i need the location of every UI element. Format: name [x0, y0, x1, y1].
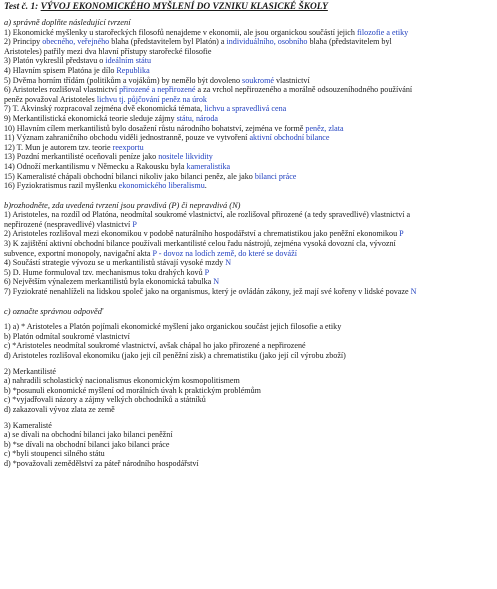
section-b-statement-line [4, 229, 494, 239]
section-b-heading: b)rozhodněte, zda uvedená tvrzení jsou pravdivá (P) či nepravdivá (N) [4, 200, 241, 210]
answer-text: soukromé [242, 75, 274, 85]
answer-text: P [204, 267, 210, 277]
answer-text: obecného, veřejného [42, 37, 110, 47]
question-block [4, 322, 494, 360]
statement-text: 3) Platón vykreslil představu o [4, 56, 106, 66]
section-a-statement-line [4, 114, 494, 124]
section-a-statement-line [4, 181, 494, 191]
answer-option: c) *Aristoteles neodmítal soukromé vlastnictví, avšak chápal ho jako přirozené a nepřirozené [4, 341, 306, 351]
statement-text: 10) Hlavním cílem merkantilistů bylo dosažení růstu národního bohatství, zejména ve formě [4, 123, 306, 133]
statement-text: a za vrchol nepřirozeného a morálně odsouzeníhodného používání [195, 85, 413, 95]
answer-text: N [410, 287, 417, 297]
section-a-statement-line [4, 124, 494, 134]
statement-text: 15) Kameralisté chápali obchodní bilanci nikoliv jako bilanci peněz, ale jako [4, 171, 255, 181]
section-b-statement-line [4, 287, 494, 297]
question-stem: 3) Kameralisté [4, 420, 52, 430]
answer-text: lichvu tj. půjčování peněz na úrok [96, 94, 207, 104]
title-topic: VÝVOJ EKONOMICKÉHO MYŠLENÍ DO VZNIKU KLASICKÉ ŠKOLY [40, 2, 328, 12]
answer-text: lichvu a spravedlivá cena [204, 104, 287, 114]
answer-text: kameralistika [186, 161, 231, 171]
section-a-heading: a) správně doplňte následující tvrzení [4, 18, 131, 27]
section-a-statement-line [4, 47, 494, 57]
section-a-statement-line [4, 66, 494, 76]
statement-text: 16) Fyziokratismus razil myšlenku [4, 181, 119, 191]
statement-text: 5) Dvěma horním třídám (politikům a vojákům) by nemělo být dovoleno [4, 75, 243, 85]
answer-text: bilanci práce [254, 171, 297, 181]
question-block [4, 421, 494, 469]
section-c-heading: c) označte správnou odpověď [4, 306, 103, 316]
test-title [4, 2, 494, 13]
question-block [4, 367, 494, 415]
statement-text: 6) Aristoteles rozlišoval vlastnictví [4, 85, 120, 95]
section-a-body [4, 28, 494, 191]
section-b-statement-line [4, 258, 494, 268]
section-a-statement-line [4, 162, 494, 172]
statement-text: 1) Aristoteles, na rozdíl od Platóna, neodmítal soukromé vlastnictví, ale rozlišoval přirozené (a tedy spravedlivé) vlastnictví a [4, 210, 411, 220]
statement-text: nepřirozené (nespravedlivé) vlastnictví [4, 219, 133, 229]
section-a-statement-line [4, 133, 494, 143]
answer-text: reexportu [112, 142, 144, 152]
answer-text: P - dovoz na lodích země, do které se dováží [152, 248, 297, 258]
statement-text: blaha (představitelem byl [307, 37, 392, 47]
statement-text: subvence, exportní monopoly, navigační akta [4, 248, 153, 258]
section-a-statement-line [4, 172, 494, 182]
answer-text: ekonomického liberalismu [118, 181, 205, 191]
statement-text: 4) Součástí strategie vývozu se u merkantilistů stávají vysoké mzdy [4, 258, 226, 268]
section-b-statement-line [4, 239, 494, 249]
statement-text: 7) Fyziokraté nenahlíželi na lidskou společ jako na organismus, který je ovládán zákony, jež mají své kořeny v lidské povaze [4, 287, 411, 297]
answer-text: ideálním státu [105, 56, 152, 66]
answer-option: c) *vyjadřovali názory a zájmy velkých obchodníků a státníků [4, 395, 206, 405]
section-a-statement-line [4, 56, 494, 66]
statement-text: 4) Hlavním spisem Platóna je dílo [4, 65, 117, 75]
title-prefix: Test č. 1: [4, 2, 41, 12]
section-a-statement-line [4, 85, 494, 95]
section-a-statement-line [4, 95, 494, 105]
answer-text: státu, národa [176, 113, 218, 123]
answer-text: filozofie a etiky [356, 27, 409, 37]
answer-text: aktivní obchodní bilance [249, 133, 330, 143]
statement-text: 1) Ekonomické myšlenky u starořeckých filosofů nenajdeme v ekonomii, ale jsou organickou součástí jejich [4, 27, 357, 37]
statement-text: vlastnictví [273, 75, 310, 85]
statement-text: blaha (představitelem byl Platón) a [109, 37, 227, 47]
statement-text: 12) T. Mun je autorem tzv. teorie [4, 142, 113, 152]
answer-option: c) *byli stoupenci silného státu [4, 449, 105, 459]
statement-text: 2) Aristoteles rozlišoval mezi ekonomikou v podobě naturálního hospodářství a chrematistikou jako peněžní ekonomikou [4, 229, 400, 239]
test-page [4, 2, 494, 469]
answer-text: nositele likvidity [158, 152, 213, 162]
answer-text: P [132, 219, 137, 229]
question-stem: 2) Merkantilisté [4, 366, 56, 376]
statement-text: 5) D. Hume formuloval tzv. mechanismus toku drahých kovů [4, 267, 205, 277]
section-a-statement-line [4, 37, 494, 47]
statement-text: 13) Pozdní merkantilisté oceňovali peníze jako [4, 152, 159, 162]
answer-text: přirozené a nepřirozené [119, 85, 196, 95]
section-b-statement-line [4, 220, 494, 230]
answer-text: peněz, zlata [305, 123, 344, 133]
section-b-statement-line [4, 268, 494, 278]
answer-option: b) Platón odmítal soukromé vlastnictví [4, 331, 130, 341]
section-b-body [4, 210, 494, 296]
statement-text: 9) Merkantilistická ekonomická teorie sleduje zájmy [4, 113, 177, 123]
section-a-statement-line [4, 28, 494, 38]
statement-text: Aristoteles) patřily mezi dva hlavní přístupy starořecké filosofie [4, 46, 212, 56]
answer-option: a) nahradili scholastický nacionalismus ekonomickým kosmopolitismem [4, 376, 240, 386]
statement-text: peněz považoval Aristoteles [4, 94, 97, 104]
section-c-body [4, 322, 494, 468]
answer-text: N [213, 277, 220, 287]
answer-option: d) zakazovali vývoz zlata ze země [4, 404, 115, 414]
statement-text: 6) Největším výnalezem merkantilistů byla ekonomická tabulka [4, 277, 214, 287]
answer-text: N [225, 258, 232, 268]
question-stem: 1) a) * Aristoteles a Platón pojímali ekonomické myšlení jako organickou součást jejich filosofie a etiky [4, 322, 342, 332]
section-b-statement-line [4, 277, 494, 287]
answer-option: b) *se dívali na obchodní bilanci jako bilanci práce [4, 439, 170, 449]
answer-option: a) se dívali na obchodní bilanci jako bilanci peněžní [4, 430, 173, 440]
section-a-statement-line [4, 152, 494, 162]
statement-text: 3) K zajištění aktivní obchodní bilance používali merkantilisté celou řadu nástrojů, zejména vysoká dovozní cla, vývozní [4, 239, 396, 249]
statement-text: 11) Význam zahraničního obchodu viděli jednostranně, pouze ve vytvoření [4, 133, 250, 143]
answer-option: b) *posunuli ekonomické myšlení od morálních úvah k praktickým problémům [4, 385, 261, 395]
answer-text: Republika [116, 65, 150, 75]
answer-text: P [399, 229, 404, 239]
answer-text: individuálního, osobního [226, 37, 308, 47]
statement-text: 2) Principy [4, 37, 43, 47]
statement-text: 7) T. Akvinský rozpracoval zejména dvě ekonomická témata, [4, 104, 205, 114]
section-a-statement-line [4, 104, 494, 114]
answer-option: d) Aristoteles rozlišoval ekonomiku (jako jeji cíl peněžní zisk) a chrematistiku (jako její cíl výrobu zboží) [4, 351, 346, 360]
section-b-statement-line [4, 249, 494, 259]
statement-text: 14) Odnoží merkantilismu v Německu a Rakousku byla [4, 161, 187, 171]
section-a-statement-line [4, 143, 494, 153]
answer-option: d) *považovali zemědělství za páteř národního hospodářství [4, 458, 199, 468]
section-b-statement-line [4, 210, 494, 220]
section-a-statement-line [4, 76, 494, 86]
statement-text: . [204, 181, 207, 191]
